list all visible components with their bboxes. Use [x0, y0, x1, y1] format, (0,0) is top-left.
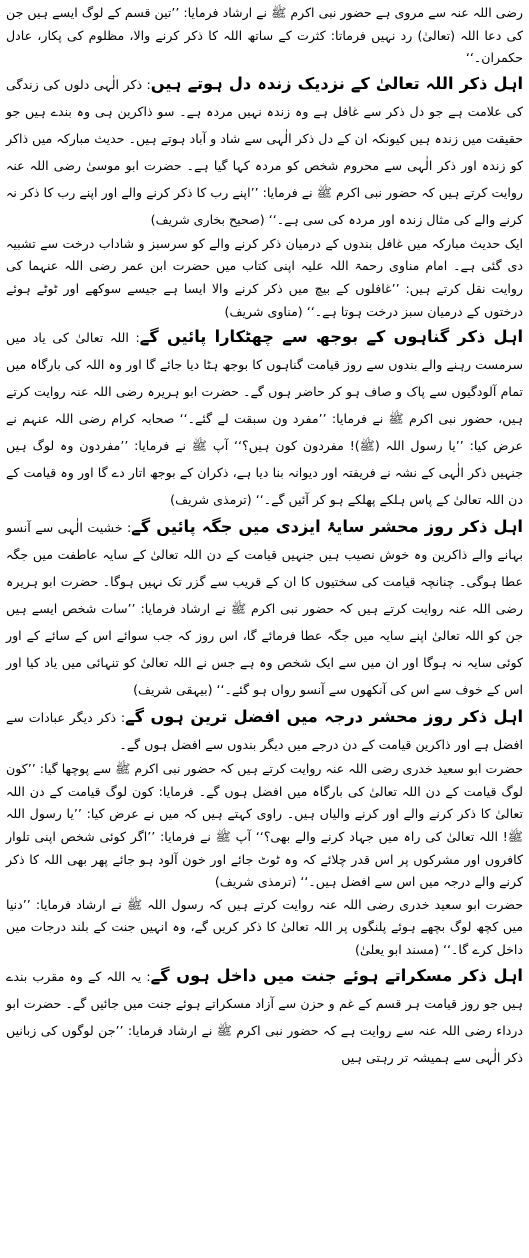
body-paragraph: ایک حدیث مبارکہ میں غافل بندوں کے درمیان ذکر کرنے والے کو سرسبز و شاداب درخت سے تشبیہ دی گئی ہے۔ امام مناوی رحمۃ اللہ علیہ اپنی کتاب میں حضرت ابن عمر رضی اللہ عنہما کی روایت نقل کرتے ہیں: ’’غافلوں کے بیچ میں ذکر کرنے والا ایسا ہے جیسے سوکھے اور ٹوٹے ہوئے درختوں کے درمیان سبز درخت ہوتا ہے۔‘‘ (مناوی شریف) — [6, 235, 523, 319]
body-paragraph: رضی اللہ عنہ سے مروی ہے حضور نبی اکرم ﷺ نے ارشاد فرمایا: ’’تین قسم کے لوگ ایسے ہیں جن کی دعا اللہ (تعالیٰ) رد نہیں فرماتا: کثرت کے ساتھ اللہ کا ذکر کرنے والا، مظلوم کی پکار، عادل حکمران۔‘‘ — [6, 5, 523, 66]
section-heading: اہل ذکر روز محشر سایۂ ایزدی میں جگہ پائیں گے — [131, 517, 523, 537]
section-heading: اہل ذکر مسکراتے ہوئے جنت میں داخل ہوں گے — [150, 965, 523, 985]
section-heading-paragraph — [6, 514, 523, 703]
section-body-text: : ذکر الٰہی دلوں کی زندگی کی علامت ہے جو دل ذکر سے غافل ہے وہ زندہ نہیں مردہ ہے۔ سو ذاکرین ہی وہ بندے ہیں جو حقیقت میں زندہ ہیں کیونکہ ان کے دل ذکر الٰہی سے شاد و آباد ہوتے ہیں۔ حدیث مبارکہ میں ذاکر کو زندہ اور ذکر الٰہی سے محروم شخص کو مردہ کہا گیا ہے۔ حضرت ابو موسیٰ رضی اللہ عنہ روایت کرتے ہیں کہ حضور نبی اکرم ﷺ نے فرمایا: ’’اپنے رب کا ذکر کرنے والے اور اپنے رب کا ذکر نہ کرنے والے کی مثال زندہ اور مردہ کی سی ہے۔‘‘ (صحیح بخاری شریف) — [6, 76, 523, 227]
section-heading: اہل ذکر اللہ تعالیٰ کے نزدیک زندہ دل ہوتے ہیں — [150, 73, 523, 93]
section-heading: اہل ذکر گناہوں کے بوجھ سے چھٹکارا پائیں گے — [139, 327, 523, 347]
section-body-text: : خشیت الٰہی سے آنسو بہانے والے ذاکرین وہ خوش نصیب ہیں جنہیں قیامت کے دن اللہ تعالیٰ کے سایہ عاطفت میں جگہ عطا ہوگی۔ چنانچہ قیامت کی سختیوں کا ان کے قریب سے گزر تک نہیں ہوگا۔ حضرت ابو ہریرہ رضی اللہ عنہ روایت کرتے ہیں کہ حضور نبی اکرم ﷺ نے ارشاد فرمایا: ’’سات شخص ایسے ہیں جن کو اللہ تعالیٰ اپنے سایہ میں جگہ عطا فرمائے گا، اس روز کہ جب سوائے اس کے سائے کے اور کوئی سایہ نہ ہوگا اور ان میں سے ایک شخص وہ ہے جس نے اللہ تعالیٰ کو تنہائی میں یاد کیا اور اس کے خوف سے اس کی آنکھوں سے آنسو رواں ہو گئے۔‘‘ (بیہقی شریف) — [6, 520, 523, 698]
section-body-text: : ذکر دیگر عبادات سے افضل ہے اور ذاکرین قیامت کے دن درجے میں دیگر بندوں سے افضل ہوں گے۔ — [6, 710, 523, 753]
section-heading: اہل ذکر روز محشر درجہ میں افضل ترین ہوں گے — [125, 707, 524, 727]
section-heading-paragraph — [6, 704, 523, 758]
section-heading-paragraph — [6, 71, 523, 233]
section-heading-paragraph — [6, 963, 523, 1071]
body-paragraph: حضرت ابو سعید خدری رضی اللہ عنہ روایت کرتے ہیں کہ حضور نبی اکرم ﷺ سے پوچھا گیا: ’’کون لوگ قیامت کے دن اللہ تعالیٰ کی بارگاہ میں افضل ہوں گے۔ فرمایا: کون لوگ قیامت کے دن اللہ تعالیٰ کا ذکر کرنے والے اور کرنے والیاں ہیں۔ راوی کہتے ہیں کہ میں نے عرض کیا: ’’یا رسول اللہ ﷺ! اللہ تعالیٰ کی راہ میں جہاد کرنے والے بھی؟‘‘ آپ ﷺ نے فرمایا: ’’اگر کوئی شخص اپنی تلوار کافروں اور مشرکوں پر اس قدر چلائے کہ وہ ٹوٹ جائے اور خون آلود ہو جائے پھر بھی اللہ کا ذکر کرنے والے درجہ میں اس سے افضل ہیں۔‘‘ (ترمذی شریف) — [6, 761, 523, 890]
section-body-text: : اللہ تعالیٰ کی یاد میں سرمست رہنے والے بندوں سے روز قیامت گناہوں کا بوجھ ہٹا دیا جائے گا اور وہ اللہ کی بارگاہ میں تمام آلودگیوں سے پاک و صاف ہو کر حاضر ہوں گے۔ حضرت ابو ہریرہ رضی اللہ عنہ روایت کرتے ہیں، حضور نبی اکرم ﷺ نے فرمایا: ’’مفرد ون سبقت لے گئے۔‘‘ صحابہ کرام رضی اللہ عنہم نے عرض کیا: ’’یا رسول اللہ (ﷺ)! مفردون کون ہیں؟‘‘ آپ ﷺ نے فرمایا: ’’مفردون وہ لوگ ہیں جنہیں ذکر الٰہی کے نشہ نے فریفتہ اور دیوانہ بنا دیا ہے، ذکران کے بوجھ اتار دے گا اور وہ قیامت کے دن اللہ تعالیٰ کے پاس ہلکے پھلکے ہو کر آئیں گے۔‘‘ (ترمذی شریف) — [6, 330, 523, 508]
section-heading-paragraph — [6, 324, 523, 513]
body-paragraph: حضرت ابو سعید خدری رضی اللہ عنہ روایت کرتے ہیں کہ رسول اللہ ﷺ نے ارشاد فرمایا: ’’دنیا میں کچھ لوگ بچھے ہوئے پلنگوں پر اللہ تعالیٰ کا ذکر کریں گے، وہ انہیں جنت کے بلند درجات میں داخل کرے گا۔‘‘ (مسند ابو یعلیٰ) — [6, 896, 523, 957]
section-body-text: : یہ اللہ کے وہ مقرب بندے ہیں جو روز قیامت ہر قسم کے غم و حزن سے آزاد مسکراتے ہوئے جنت میں جائیں گے۔ حضرت ابو درداء رضی اللہ عنہ سے روایت ہے کہ حضور نبی اکرم ﷺ نے ارشاد فرمایا: ’’جن لوگوں کی زبانیں ذکر الٰہی سے ہمیشہ تر رہتی ہیں — [6, 968, 523, 1065]
